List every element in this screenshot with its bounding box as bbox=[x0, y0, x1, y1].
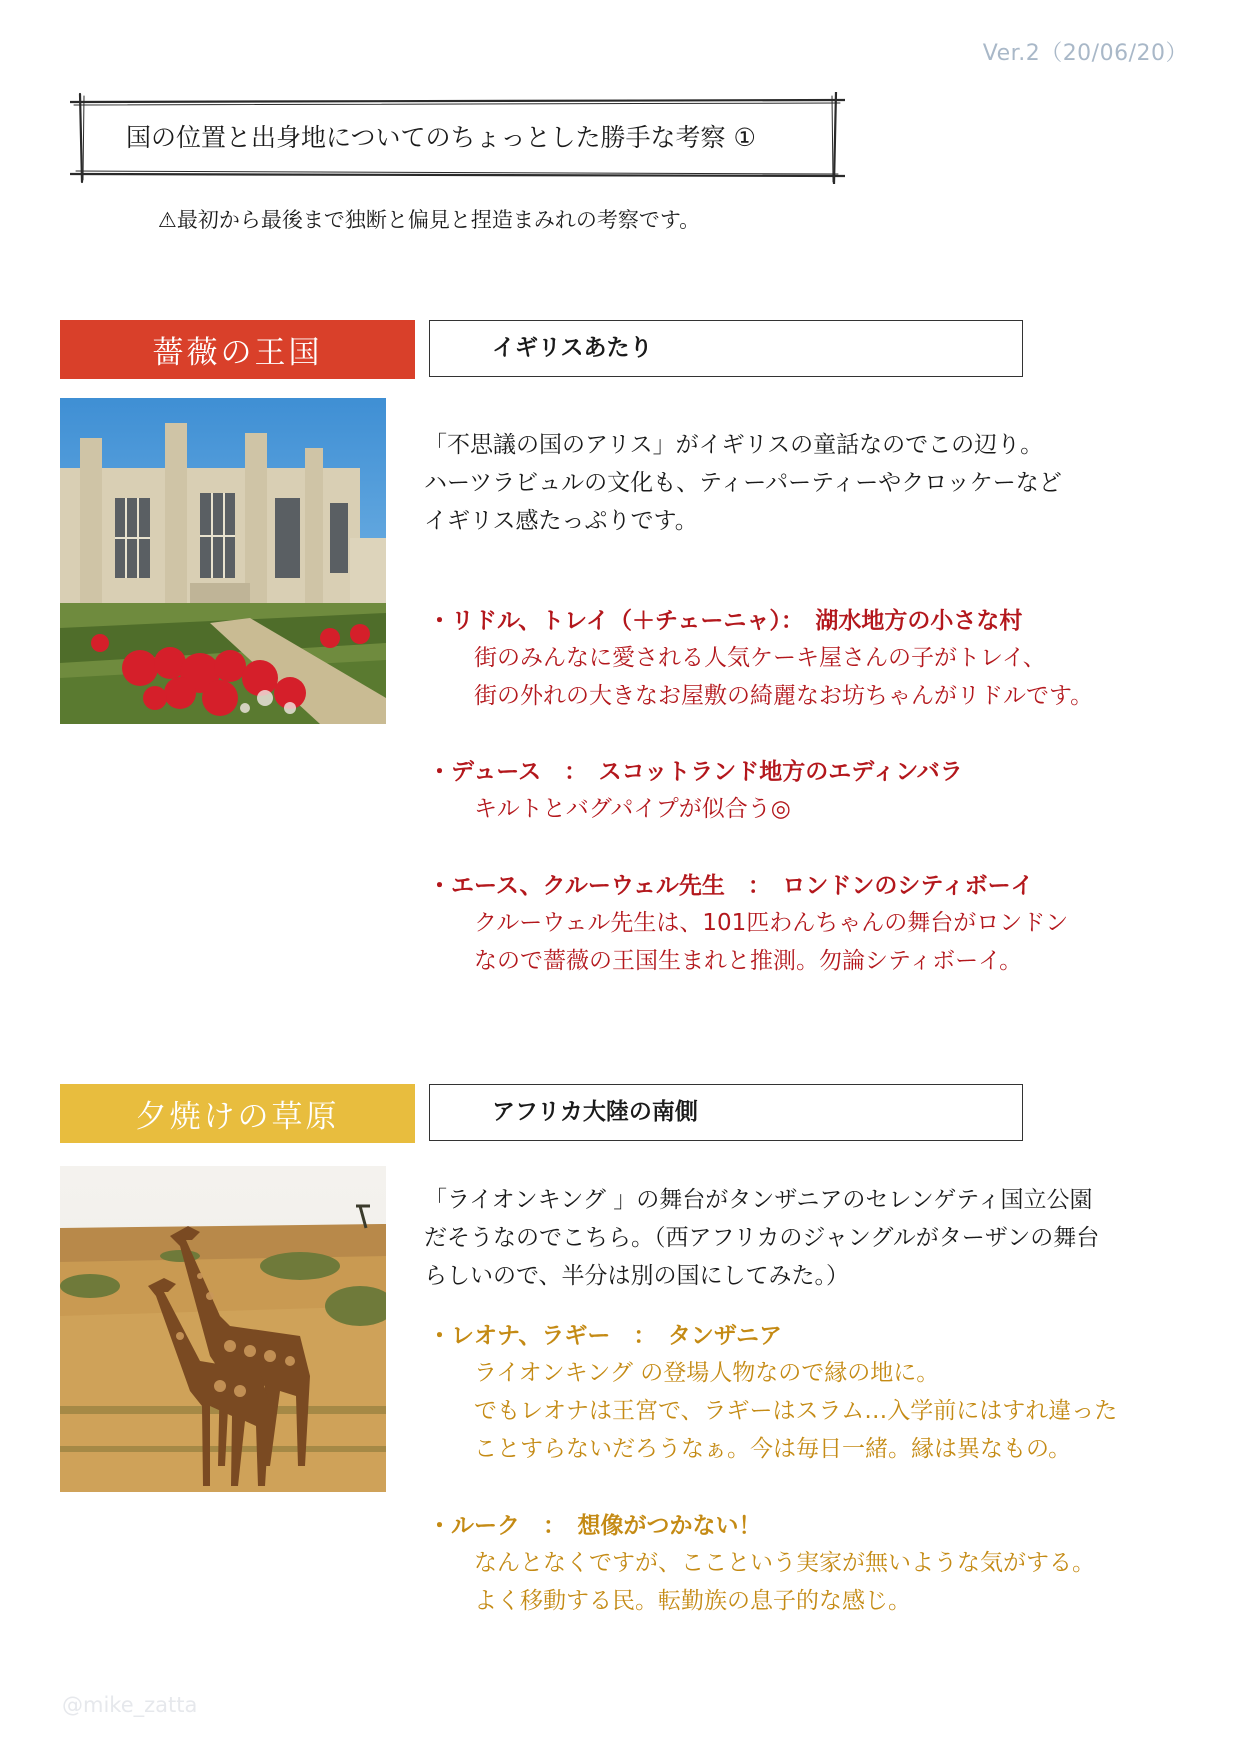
entry-heading: ・レオナ、ラギー ： タンザニア bbox=[428, 1323, 782, 1349]
page-title: 国の位置と出身地についてのちょっとした勝手な考察 ① bbox=[126, 123, 756, 152]
entry-rook bbox=[428, 1508, 1208, 1620]
entry-body-line: 街の外れの大きなお屋敷の綺麗なお坊ちゃんがリドルです。 bbox=[474, 683, 1094, 709]
author-watermark: @mike_zatta bbox=[62, 1693, 198, 1717]
disclaimer-warning: ⚠︎最初から最後まで独断と偏見と捏造まみれの考察です。 bbox=[158, 208, 701, 232]
entry-body-line: よく移動する民。転勤族の息子的な感じ。 bbox=[474, 1588, 911, 1614]
entry-body-line: ライオンキング の登場人物なので縁の地に。 bbox=[474, 1360, 940, 1386]
intro-line: ハーツラビュルの文化も、ティーパーティーやクロッケーなど bbox=[424, 470, 1062, 496]
entry-heading: ・デュース ： スコットランド地方のエディンバラ bbox=[428, 759, 963, 785]
entry-deuce bbox=[428, 754, 1208, 828]
entry-body-line: でもレオナは王宮で、ラギーはスラム…入学前にはすれ違った bbox=[474, 1398, 1118, 1424]
entry-body-line: クルーウェル先生は、101匹わんちゃんの舞台がロンドン bbox=[474, 910, 1069, 936]
entry-body-line: なんとなくですが、ここという実家が無いような気がする。 bbox=[474, 1550, 1095, 1576]
entry-leona-ruggie bbox=[428, 1318, 1208, 1468]
entry-heading: ・リドル、トレイ（＋チェーニャ）： 湖水地方の小さな村 bbox=[428, 608, 1023, 634]
region-box-south-africa: アフリカ大陸の南側 bbox=[429, 1084, 1023, 1141]
intro-line: だそうなのでこちら。（西アフリカのジャングルがターザンの舞台 bbox=[424, 1225, 1100, 1251]
intro-text-sunset-savanna bbox=[424, 1181, 1194, 1295]
entry-body-line: なので薔薇の王国生まれと推測。勿論シティボーイ。 bbox=[474, 948, 1023, 974]
intro-line: イギリス感たっぷりです。 bbox=[424, 508, 698, 534]
intro-text-rose-kingdom bbox=[424, 426, 1194, 540]
section-label-sunset-savanna: 夕焼けの草原 bbox=[60, 1084, 415, 1143]
castle-garden-photo bbox=[60, 398, 386, 724]
entry-heading: ・エース、クルーウェル先生 ： ロンドンのシティボーイ bbox=[428, 873, 1034, 899]
section-label-rose-kingdom: 薔薇の王国 bbox=[60, 320, 415, 379]
intro-line: 「不思議の国のアリス」がイギリスの童話なのでこの辺り。 bbox=[424, 432, 1044, 458]
intro-line: らしいので、半分は別の国にしてみた。） bbox=[424, 1263, 850, 1289]
entry-ace-crewel bbox=[428, 868, 1208, 980]
giraffe-savanna-photo bbox=[60, 1166, 386, 1492]
version-label: Ver.2（20/06/20） bbox=[982, 41, 1188, 66]
entry-body-line: 街のみんなに愛される人気ケーキ屋さんの子がトレイ、 bbox=[474, 645, 1046, 671]
region-box-britain: イギリスあたり bbox=[429, 320, 1023, 377]
entry-body-line: ことすらないだろうなぁ。今は毎日一緒。縁は異なもの。 bbox=[474, 1436, 1072, 1462]
entry-body-line: キルトとバグパイプが似合う◎ bbox=[474, 796, 791, 822]
intro-line: 「ライオンキング 」の舞台がタンザニアのセレンゲティ国立公園 bbox=[424, 1187, 1093, 1213]
entry-riddle-trey bbox=[428, 603, 1208, 715]
title-frame bbox=[70, 92, 845, 184]
entry-heading: ・ルーク ： 想像がつかない！ bbox=[428, 1513, 762, 1539]
